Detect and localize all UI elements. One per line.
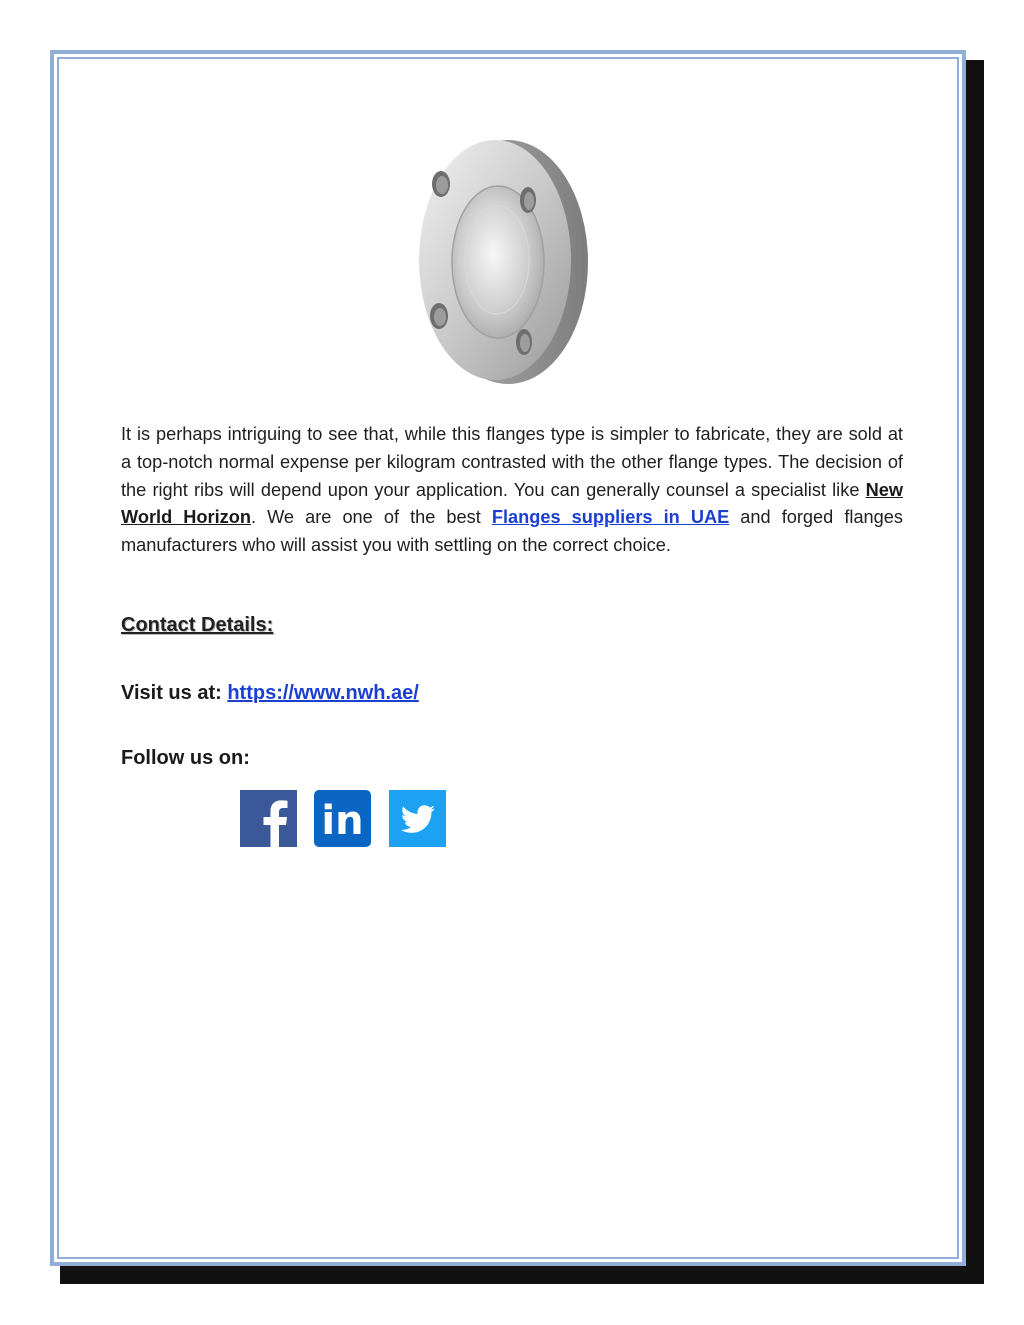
contact-heading: Contact Details: <box>121 614 274 636</box>
linkedin-icon[interactable] <box>314 790 371 847</box>
paragraph-text-1: It is perhaps intriguing to see that, while this flanges type is simpler to fabricate, they are sold at a top-notch normal expense per kilogram contrasted with the other flange types. The decision of the right ribs will depend upon your application. You can generally counsel a specialist like <box>121 424 903 500</box>
flanges-suppliers-link[interactable]: Flanges suppliers in UAE <box>491 507 730 528</box>
body-paragraph <box>121 421 903 560</box>
paragraph-text-2: . We are one of the best <box>250 507 492 528</box>
linkedin-text: in <box>321 798 364 844</box>
website-link[interactable]: https://www.nwh.ae/ <box>227 682 419 704</box>
visit-line <box>121 682 419 705</box>
flange-image <box>413 132 593 390</box>
facebook-icon[interactable] <box>240 790 297 847</box>
new-world-horizon-link[interactable]: New World Horizon <box>121 479 903 528</box>
follow-label: Follow us on: <box>121 747 250 769</box>
paragraph-text-3: and forged flanges manufacturers who will assist you with settling on the correct choice. <box>121 507 903 556</box>
twitter-icon[interactable] <box>389 790 446 847</box>
visit-label: Visit us at: <box>121 682 228 704</box>
